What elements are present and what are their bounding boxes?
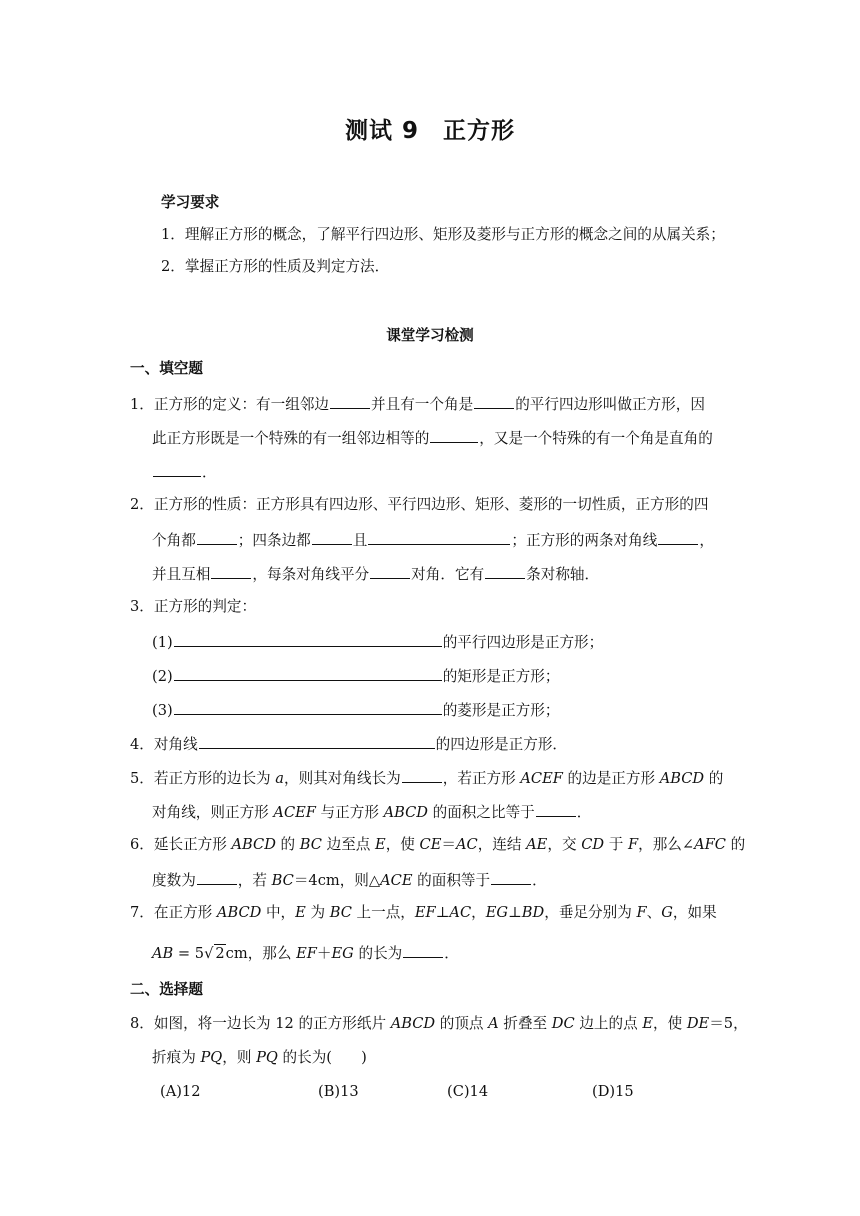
answer-blank[interactable]	[174, 699, 442, 715]
page-title	[0, 112, 860, 145]
q5-line1: 5．若正方形的边长为 a，则其对角线长为 ，若正方形 ACEF 的边是正方形 ABCD 的	[130, 767, 723, 789]
q2-line1: 2．正方形的性质：正方形具有四边形、平行四边形、矩形、菱形的一切性质，正方形的四	[130, 496, 709, 513]
answer-blank[interactable]	[491, 869, 531, 885]
requirement-item-1: 1．理解正方形的概念，了解平行四边形、矩形及菱形与正方形的概念之间的从属关系；	[161, 226, 725, 243]
option-d[interactable]: (D)15	[592, 1083, 634, 1100]
q3-sub3: (3) 的菱形是正方形；	[152, 699, 559, 721]
option-a[interactable]: (A)12	[160, 1083, 201, 1100]
section-title: 课堂学习检测	[386, 327, 474, 344]
q3-sub2: (2) 的矩形是正方形；	[152, 665, 559, 687]
q5-line2: 对角线，则正方形 ACEF 与正方形 ABCD 的面积之比等于 ．	[152, 801, 591, 823]
answer-blank[interactable]	[368, 529, 510, 545]
q2-line2: 个角都 ；四条边都 且 ；正方形的两条对角线 ，	[152, 529, 714, 551]
title-main: 测试 9	[344, 118, 419, 144]
q8-line2: 折痕为 PQ，则 PQ 的长为( )	[152, 1049, 367, 1066]
sqrt-symbol: √ 2	[204, 945, 225, 962]
answer-blank[interactable]	[658, 529, 698, 545]
q2-line3: 并且互相 ，每条对角线平分 对角．它有 条对称轴．	[152, 563, 599, 585]
requirements-heading: 学习要求	[161, 194, 220, 211]
answer-blank[interactable]	[197, 869, 237, 885]
answer-blank[interactable]	[211, 563, 251, 579]
answer-blank[interactable]	[174, 631, 442, 647]
option-b[interactable]: (B)13	[318, 1083, 359, 1100]
title-sub: 正方形	[443, 118, 515, 144]
answer-blank[interactable]	[474, 393, 514, 409]
formula-ab: AB	[152, 945, 174, 962]
q7-line1: 7．在正方形 ABCD 中，E 为 BC 上一点，EF⊥AC，EG⊥BD，垂足分别为 F、G，如果	[130, 904, 717, 921]
answer-blank[interactable]	[430, 427, 478, 443]
answer-blank[interactable]	[485, 563, 525, 579]
answer-blank[interactable]	[197, 529, 237, 545]
answer-blank[interactable]	[402, 767, 442, 783]
answer-blank[interactable]	[403, 942, 443, 958]
requirement-item-2: 2．掌握正方形的性质及判定方法．	[161, 258, 390, 275]
q3-line1: 3．正方形的判定：	[130, 598, 257, 615]
q3-sub1: (1) 的平行四边形是正方形；	[152, 631, 603, 653]
answer-blank[interactable]	[312, 529, 352, 545]
answer-blank[interactable]	[330, 393, 370, 409]
option-c[interactable]: (C)14	[447, 1083, 489, 1100]
answer-blank[interactable]	[536, 801, 576, 817]
answer-blank[interactable]	[370, 563, 410, 579]
q6-line1: 6．延长正方形 ABCD 的 BC 边至点 E，使 CE＝AC，连结 AE，交 CD 于 F，那么∠AFC 的	[130, 836, 746, 853]
answer-blank[interactable]	[153, 461, 201, 477]
answer-blank[interactable]	[174, 665, 442, 681]
answer-blank[interactable]	[199, 733, 435, 749]
q4-line1: 4．对角线 的四边形是正方形．	[130, 733, 567, 755]
q1-line2: 此正方形既是一个特殊的有一组邻边相等的 ，又是一个特殊的有一个角是直角的	[152, 427, 713, 449]
part2-heading: 二、选择题	[130, 981, 203, 998]
q6-line2: 度数为 ，若 BC＝4cm，则△ACE 的面积等于 ．	[152, 869, 547, 891]
q8-line1: 8．如图，将一边长为 12 的正方形纸片 ABCD 的顶点 A 折叠至 DC 边上的点 E，使 DE＝5，	[130, 1015, 748, 1032]
part1-heading: 一、填空题	[130, 360, 203, 377]
q1-line3: ．	[152, 461, 217, 483]
q7-line2: AB = 5√ 2cm，那么 EF＋EG 的长为 ．	[152, 942, 459, 964]
q1-line1: 1．正方形的定义：有一组邻边 并且有一个角是 的平行四边形叫做正方形，因	[130, 393, 705, 415]
